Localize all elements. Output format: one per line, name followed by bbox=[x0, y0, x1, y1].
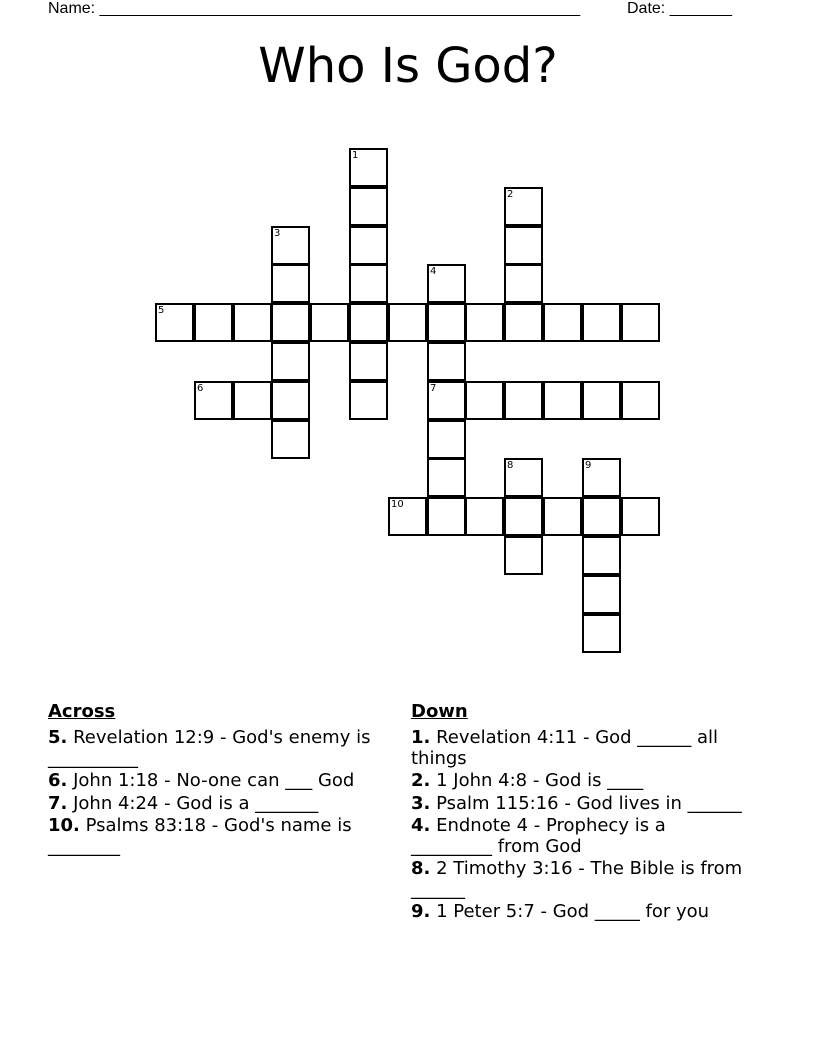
grid-cell[interactable] bbox=[582, 303, 621, 342]
clue-number: 1. bbox=[411, 727, 431, 748]
clue-number-label: 4 bbox=[430, 266, 437, 277]
grid-cell[interactable] bbox=[271, 420, 310, 459]
grid-cell[interactable] bbox=[427, 458, 466, 497]
grid-cell[interactable] bbox=[582, 536, 621, 575]
grid-cell[interactable] bbox=[349, 342, 388, 381]
grid-cell[interactable] bbox=[621, 497, 660, 536]
across-heading: Across bbox=[48, 701, 116, 722]
clue-text: Revelation 12:9 - God's enemy is __________ bbox=[48, 727, 371, 769]
grid-cell[interactable] bbox=[582, 614, 621, 653]
grid-cell[interactable] bbox=[504, 187, 543, 226]
clue-number: 3. bbox=[411, 792, 431, 814]
grid-cell[interactable] bbox=[427, 264, 466, 303]
date-field[interactable]: Date: _______ bbox=[627, 0, 732, 17]
grid-cell[interactable] bbox=[349, 226, 388, 265]
across-clue bbox=[48, 794, 388, 815]
grid-cell[interactable] bbox=[543, 497, 582, 536]
clue-number: 5. bbox=[48, 727, 68, 748]
grid-cell[interactable] bbox=[155, 303, 194, 342]
grid-cell[interactable] bbox=[621, 381, 660, 420]
clue-number-label: 7 bbox=[430, 383, 437, 394]
clue-number-label: 8 bbox=[507, 460, 514, 471]
grid-cell[interactable] bbox=[271, 226, 310, 265]
down-clue bbox=[411, 902, 751, 923]
grid-cell[interactable] bbox=[427, 497, 466, 536]
down-clue bbox=[411, 859, 751, 900]
clue-number-label: 5 bbox=[158, 305, 165, 316]
down-clue bbox=[411, 728, 751, 769]
across-clue bbox=[48, 816, 388, 857]
across-clue bbox=[48, 728, 388, 769]
grid-cell[interactable] bbox=[271, 342, 310, 381]
grid-cell[interactable] bbox=[427, 342, 466, 381]
grid-cell[interactable] bbox=[621, 303, 660, 342]
grid-cell[interactable] bbox=[582, 381, 621, 420]
down-clue bbox=[411, 816, 751, 857]
clue-text: John 4:24 - God is a _______ bbox=[67, 792, 319, 814]
clue-text: Psalms 83:18 - God's name is ________ bbox=[48, 815, 352, 857]
grid-cell[interactable] bbox=[388, 497, 427, 536]
grid-cell[interactable] bbox=[388, 303, 427, 342]
grid-cell[interactable] bbox=[427, 303, 466, 342]
across-clue bbox=[48, 771, 388, 792]
grid-cell[interactable] bbox=[427, 381, 466, 420]
grid-cell[interactable] bbox=[465, 381, 504, 420]
clue-text: Endnote 4 - Prophecy is a _________ from God bbox=[411, 815, 666, 857]
grid-cell[interactable] bbox=[504, 458, 543, 497]
grid-cell[interactable] bbox=[504, 536, 543, 575]
grid-cell[interactable] bbox=[271, 264, 310, 303]
grid-cell[interactable] bbox=[504, 497, 543, 536]
clue-text: 2 Timothy 3:16 - The Bible is from ______ bbox=[411, 858, 743, 900]
grid-cell[interactable] bbox=[504, 264, 543, 303]
grid-cell[interactable] bbox=[194, 381, 233, 420]
grid-cell[interactable] bbox=[349, 148, 388, 187]
clue-number-label: 2 bbox=[507, 189, 514, 200]
clue-number-label: 3 bbox=[274, 228, 281, 239]
down-clue bbox=[411, 771, 751, 792]
grid-cell[interactable] bbox=[543, 303, 582, 342]
clue-number-label: 10 bbox=[391, 499, 404, 510]
grid-cell[interactable] bbox=[271, 303, 310, 342]
clue-number: 10. bbox=[48, 815, 80, 836]
clue-text: 1 Peter 5:7 - God _____ for you bbox=[430, 901, 710, 922]
clue-number: 9. bbox=[411, 901, 431, 922]
grid-cell[interactable] bbox=[349, 381, 388, 420]
clue-number: 6. bbox=[48, 770, 68, 791]
grid-cell[interactable] bbox=[349, 303, 388, 342]
grid-cell[interactable] bbox=[504, 226, 543, 265]
grid-cell[interactable] bbox=[582, 575, 621, 614]
grid-cell[interactable] bbox=[310, 303, 349, 342]
clue-number-label: 6 bbox=[197, 383, 204, 394]
grid-cell[interactable] bbox=[465, 497, 504, 536]
down-heading: Down bbox=[411, 701, 468, 722]
grid-cell[interactable] bbox=[582, 458, 621, 497]
down-clues bbox=[411, 701, 751, 925]
grid-cell[interactable] bbox=[194, 303, 233, 342]
clue-text: Psalm 115:16 - God lives in ______ bbox=[430, 792, 742, 814]
clue-text: Revelation 4:11 - God ______ all things bbox=[411, 727, 719, 769]
grid-cell[interactable] bbox=[427, 420, 466, 459]
grid-cell[interactable] bbox=[233, 381, 272, 420]
grid-cell[interactable] bbox=[465, 303, 504, 342]
clue-text: John 1:18 - No-one can ___ God bbox=[67, 770, 355, 791]
down-clue bbox=[411, 794, 751, 815]
grid-cell[interactable] bbox=[233, 303, 272, 342]
grid-cell[interactable] bbox=[271, 381, 310, 420]
clue-number-label: 9 bbox=[585, 460, 592, 471]
clue-number: 4. bbox=[411, 815, 431, 836]
across-clues bbox=[48, 701, 388, 859]
clue-number: 2. bbox=[411, 770, 431, 791]
name-field[interactable]: Name: ______________________________________________________ bbox=[48, 0, 581, 17]
page-title: Who Is God? bbox=[258, 38, 558, 94]
clue-number: 8. bbox=[411, 858, 431, 879]
clue-number-label: 1 bbox=[352, 150, 359, 161]
grid-cell[interactable] bbox=[349, 187, 388, 226]
grid-cell[interactable] bbox=[582, 497, 621, 536]
grid-cell[interactable] bbox=[543, 381, 582, 420]
grid-cell[interactable] bbox=[349, 264, 388, 303]
clue-text: 1 John 4:8 - God is ____ bbox=[430, 770, 644, 791]
clue-number: 7. bbox=[48, 792, 68, 814]
grid-cell[interactable] bbox=[504, 381, 543, 420]
grid-cell[interactable] bbox=[504, 303, 543, 342]
